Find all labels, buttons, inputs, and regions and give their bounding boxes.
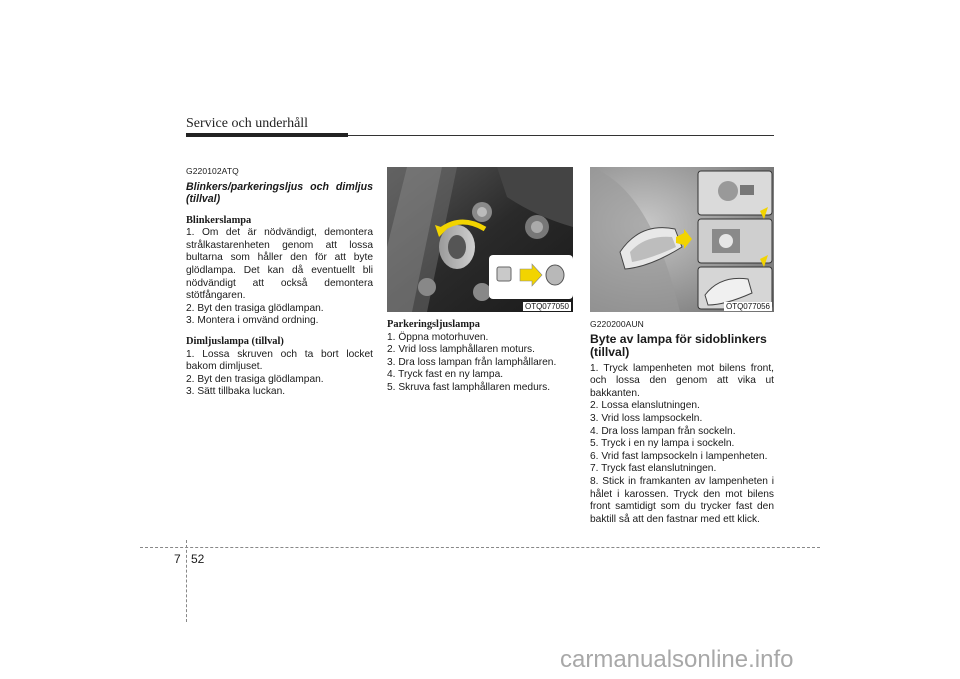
step-text: 2. Byt den trasiga glödlampan. — [186, 302, 324, 314]
list-item — [186, 386, 373, 399]
step-text: 5. Skruva fast lamphållaren medurs. — [387, 381, 551, 393]
step-text: 7. Tryck fast elanslutningen. — [590, 463, 717, 475]
chapter-number: 7 — [174, 552, 181, 566]
step-text: 6. Vrid fast lampsockeln i lampenheten. — [590, 450, 768, 462]
step-text: 1. Öppna motorhuven. — [387, 331, 489, 343]
section-code: G220200AUN — [590, 319, 644, 329]
section-title: Service och underhåll — [186, 116, 309, 131]
step-text: 4. Dra loss lampan från sockeln. — [590, 425, 736, 437]
step-text: 4. Tryck fast en ny lampa. — [387, 369, 504, 381]
list-item — [186, 374, 373, 387]
step-text: 3. Dra loss lampan från lamphållaren. — [387, 356, 557, 368]
middle-column — [387, 319, 577, 395]
parking-lamp-illustration — [387, 167, 573, 312]
footer-vertical-rule — [186, 540, 187, 622]
step-text: 2. Vrid loss lamphållaren moturs. — [387, 344, 535, 356]
section-heading: Blinkers/parkeringsljus och dimljus (tillval) — [186, 180, 373, 205]
section-code: G220102ATQ — [186, 166, 239, 176]
watermark: carmanualsonline.info — [560, 646, 794, 673]
list-item — [186, 315, 373, 328]
figure-label: OTQ077050 — [524, 302, 569, 311]
side-blinker-illustration — [590, 167, 774, 312]
page-number: 52 — [191, 552, 205, 566]
step-text: 1. Tryck lampenheten mot bilens front, och lossa den genom att vika ut bakkanten. — [590, 362, 774, 399]
step-text: 3. Sätt tillbaka luckan. — [186, 386, 286, 398]
step-text: 3. Vrid loss lampsockeln. — [590, 412, 703, 424]
step-text: 1. Lossa skruven och ta bort locket bakom dimljuset. — [186, 348, 373, 373]
list-item — [186, 227, 373, 303]
parking-heading: Parkeringsljuslampa — [387, 319, 480, 330]
figure-parking-lamp — [387, 167, 573, 312]
figure-side-blinker — [590, 167, 774, 312]
header-accent-bar — [186, 133, 348, 137]
right-column — [590, 318, 774, 526]
step-text: 2. Lossa elanslutningen. — [590, 400, 700, 412]
step-text: 3. Montera i omvänd ordning. — [186, 315, 319, 327]
list-item — [186, 303, 373, 316]
step-text: 5. Tryck i en ny lampa i sockeln. — [590, 438, 735, 450]
step-text: 1. Om det är nödvändigt, demontera strålkastarenheten genom att lossa bultarna som håller den för att byte glödlampa. Det kan då eventuellt bli nödvändigt att också demontera stötfångaren. — [186, 227, 373, 302]
left-column — [186, 165, 373, 399]
footer-rule — [140, 547, 820, 548]
step-text: 8. Stick in framkanten av lampenheten i hålet i karossen. Tryck den mot bilens front samtidigt som du trycker fast den baktill så att den fastnar med ett klick. — [590, 475, 774, 525]
section-heading: Byte av lampa för sidoblinkers (tillval) — [590, 331, 767, 359]
figure-label: OTQ077056 — [725, 302, 770, 311]
list-item — [186, 349, 373, 374]
step-text: 2. Byt den trasiga glödlampan. — [186, 373, 324, 385]
fog-heading: Dimljuslampa (tillval) — [186, 335, 284, 347]
blinker-heading: Blinkerslampa — [186, 214, 252, 226]
